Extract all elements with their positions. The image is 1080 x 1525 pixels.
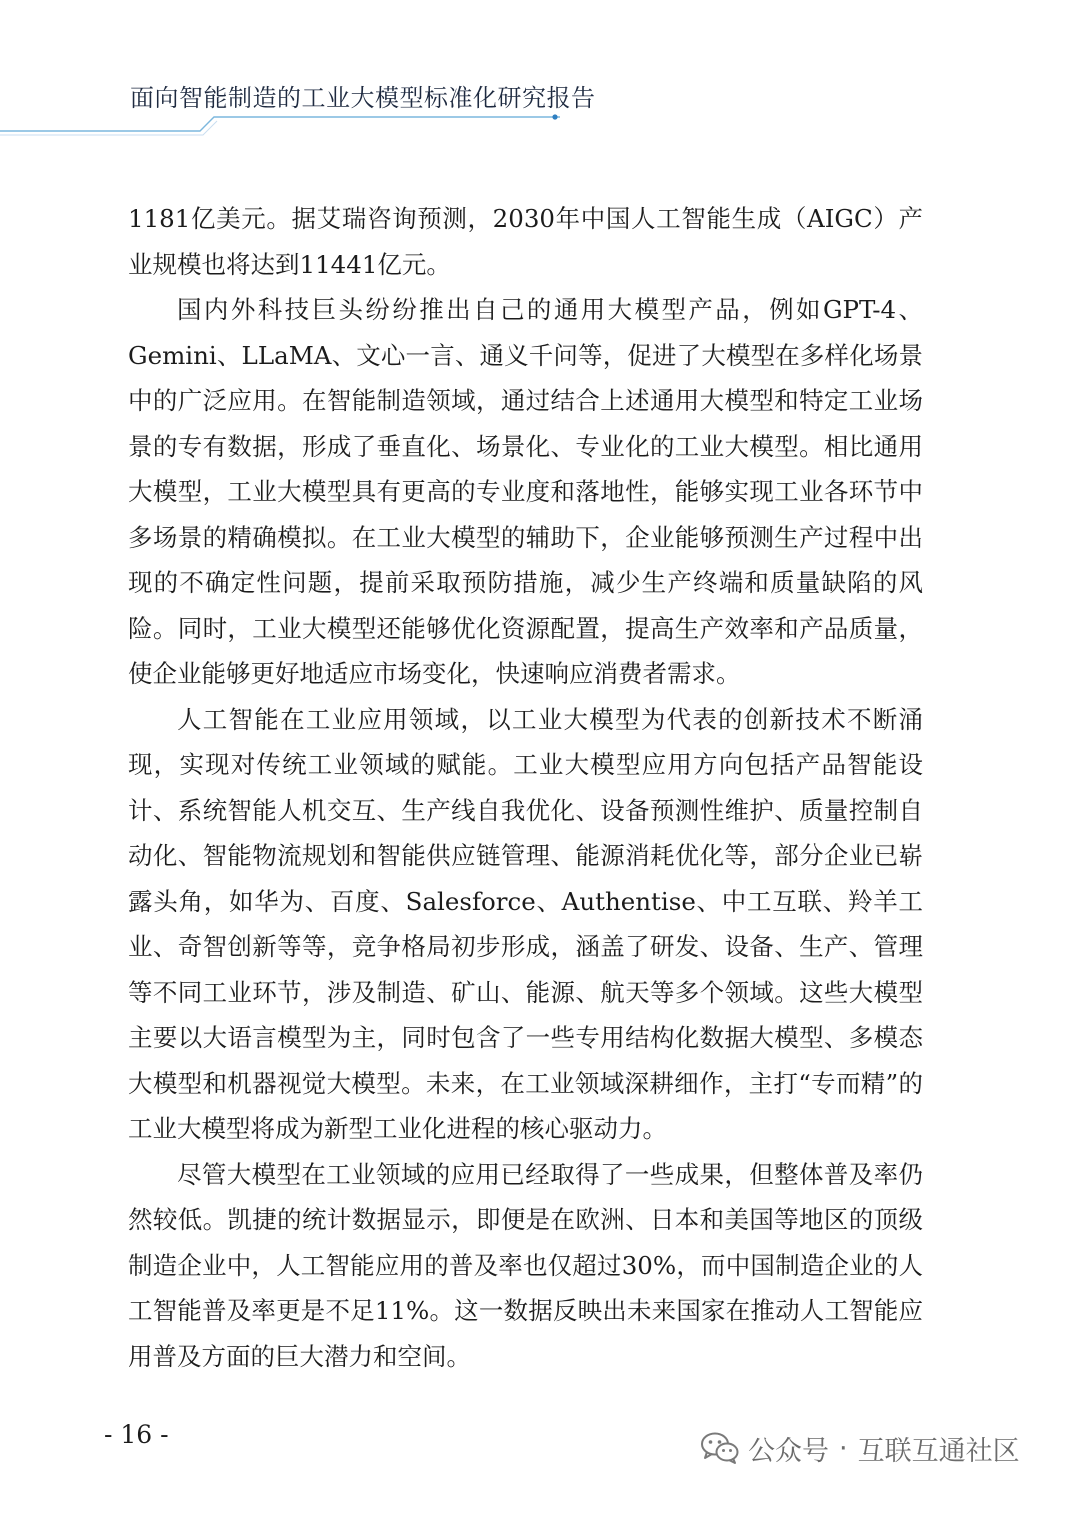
paragraph-adoption-rate: 尽管大模型在工业领域的应用已经取得了一些成果，但整体普及率仍然较低。凯捷的统计数据显示，即便是在欧洲、日本和美国等地区的顶级制造企业中，人工智能应用的普及率也仅超过30%，而中国制造企业的人工智能普及率更是不足11%。这一数据反映出未来国家在推动人工智能应用普及方面的巨大潜力和空间。 bbox=[128, 1159, 923, 1371]
watermark-account-name: 互联互通社区 bbox=[857, 1435, 1020, 1467]
wechat-watermark bbox=[700, 1428, 1020, 1468]
paragraph-general-models: 国内外科技巨头纷纷推出自己的通用大模型产品，例如GPT-4、Gemini、LLaMA、文心一言、通义千问等，促进了大模型在多样化场景中的广泛应用。在智能制造领域，通过结合上述通用大模型和特定工业场景的专有数据，形成了垂直化、场景化、专业化的工业大模型。相比通用大模型，工业大模型具有更高的专业度和落地性，能够实现工业各环节中多场景的精确模拟。在工业大模型的辅助下，企业能够预测生产过程中出现的不确定性问题，提前采取预防措施，减少生产终端和质量缺陷的风险。同时，工业大模型还能够优化资源配置，提高生产效率和产品质量，使企业能够更好地适应市场变化，快速响应消费者需求。 bbox=[128, 295, 923, 688]
header-divider-line bbox=[0, 108, 570, 148]
paragraph-aigc-forecast: 1181亿美元。据艾瑞咨询预测，2030年中国人工智能生成（AIGC）产业规模也将达到11441亿元。 bbox=[128, 204, 923, 279]
page-number: - 16 - bbox=[104, 1420, 169, 1449]
wechat-icon bbox=[700, 1431, 740, 1465]
report-body bbox=[128, 196, 923, 1379]
paragraph-industrial-applications: 人工智能在工业应用领域，以工业大模型为代表的创新技术不断涌现，实现对传统工业领域的赋能。工业大模型应用方向包括产品智能设计、系统智能人机交互、生产线自我优化、设备预测性维护、质量控制自动化、智能物流规划和智能供应链管理、能源消耗优化等，部分企业已崭露头角，如华为、百度、Salesforce、Authentise、中工互联、羚羊工业、奇智创新等等，竞争格局初步形成，涵盖了研发、设备、生产、管理等不同工业环节，涉及制造、矿山、能源、航天等多个领域。这些大模型主要以大语言模型为主，同时包含了一些专用结构化数据大模型、多模态大模型和机器视觉大模型。未来，在工业领域深耕细作，主打“专而精”的工业大模型将成为新型工业化进程的核心驱动力。 bbox=[128, 704, 923, 1143]
watermark-label: 公众号 bbox=[748, 1435, 829, 1467]
running-header-title: 面向智能制造的工业大模型标准化研究报告 bbox=[130, 84, 596, 112]
watermark-separator: · bbox=[839, 1432, 848, 1464]
